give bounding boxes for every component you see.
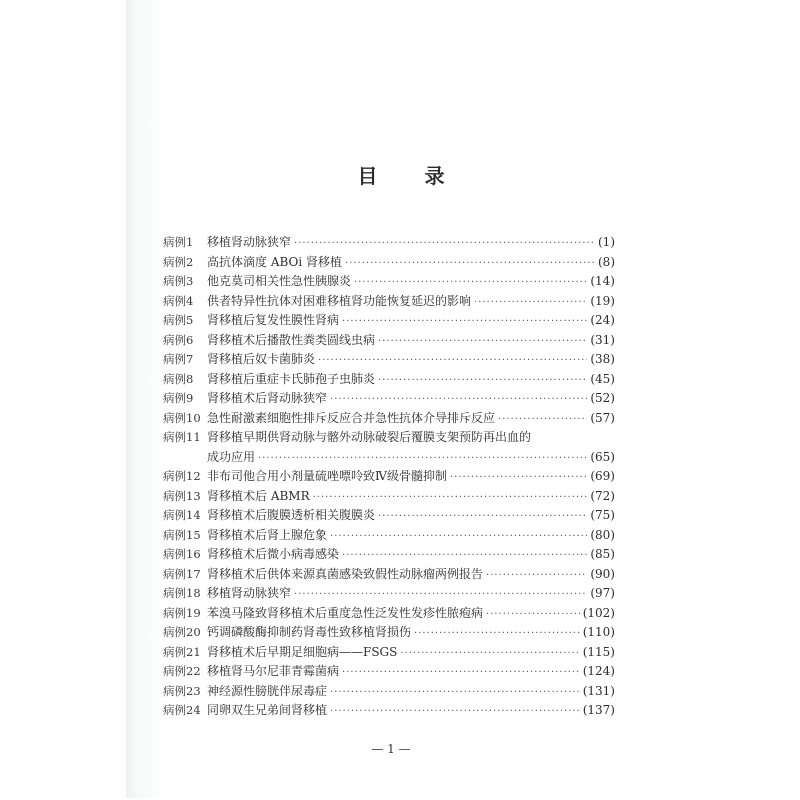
toc-entry[interactable] bbox=[163, 584, 615, 604]
dot-leader bbox=[258, 449, 587, 469]
case-title: 同卵双生兄弟间肾移植 bbox=[207, 703, 328, 717]
toc-entry[interactable] bbox=[163, 682, 615, 702]
page-number: (115) bbox=[582, 644, 615, 659]
page-number: (69) bbox=[590, 469, 615, 483]
case-label: 病例15 bbox=[163, 527, 201, 542]
page-number: (75) bbox=[590, 508, 615, 522]
dot-leader bbox=[342, 312, 587, 332]
toc-entry[interactable] bbox=[163, 604, 615, 624]
page-number: (31) bbox=[590, 332, 615, 347]
dot-leader bbox=[318, 351, 587, 371]
page-number: (1) bbox=[598, 235, 615, 249]
case-label: 病例14 bbox=[163, 508, 201, 522]
toc-entry[interactable] bbox=[163, 272, 615, 292]
page-number: (124) bbox=[582, 664, 615, 678]
dot-leader bbox=[345, 254, 595, 274]
case-label: 病例19 bbox=[163, 605, 201, 620]
dot-leader bbox=[294, 585, 587, 605]
case-title: 肾移植后复发性膜性肾病 bbox=[207, 313, 340, 327]
page-number: (131) bbox=[582, 683, 615, 698]
toc-entry[interactable] bbox=[163, 331, 615, 351]
page-number: (14) bbox=[590, 274, 615, 288]
case-label: 病例1 bbox=[163, 235, 194, 249]
dot-leader bbox=[498, 410, 587, 430]
table-of-contents bbox=[163, 233, 615, 721]
case-label: 病例7 bbox=[163, 352, 194, 366]
dot-leader bbox=[330, 527, 587, 547]
page-title: 目 录 bbox=[357, 164, 465, 188]
case-label: 病例8 bbox=[163, 371, 194, 386]
page-number: (65) bbox=[590, 449, 615, 464]
case-label: 病例9 bbox=[163, 391, 194, 405]
case-label: 病例13 bbox=[163, 488, 201, 503]
dot-leader bbox=[450, 468, 587, 488]
case-title: 肾移植术后供体来源真菌感染致假性动脉瘤两例报告 bbox=[207, 566, 484, 581]
case-label: 病例10 bbox=[163, 410, 201, 425]
case-title: 非布司他合用小剂量硫唑嘌呤致Ⅳ级骨髓抑制 bbox=[207, 469, 447, 483]
toc-entry[interactable] bbox=[163, 350, 615, 370]
case-title: 肾移植早期供肾动脉与髂外动脉破裂后覆膜支架预防再出血的 bbox=[207, 430, 532, 444]
page-number: (19) bbox=[590, 293, 615, 308]
case-title: 急性耐激素细胞性排斥反应合并急性抗体介导排斥反应 bbox=[207, 410, 496, 425]
dot-leader bbox=[378, 371, 587, 391]
case-title: 移植肾动脉狭窄 bbox=[207, 586, 292, 600]
dot-leader bbox=[378, 332, 587, 352]
case-label: 病例2 bbox=[163, 254, 194, 269]
dot-leader bbox=[486, 566, 587, 586]
toc-entry[interactable] bbox=[163, 370, 615, 390]
case-label: 病例21 bbox=[163, 644, 201, 659]
case-label: 病例24 bbox=[163, 703, 201, 717]
toc-entry[interactable] bbox=[163, 545, 615, 565]
dot-leader bbox=[294, 234, 595, 254]
case-label: 病例5 bbox=[163, 313, 194, 327]
dot-leader bbox=[342, 663, 580, 683]
dot-leader bbox=[330, 390, 587, 410]
case-label: 病例12 bbox=[163, 469, 201, 483]
case-title-continuation: 成功应用 bbox=[207, 449, 256, 464]
dot-leader bbox=[354, 273, 587, 293]
toc-entry-continuation[interactable] bbox=[163, 448, 615, 468]
case-title: 肾移植术后肾上腺危象 bbox=[207, 527, 328, 542]
case-title: 肾移植术后微小病毒感染 bbox=[207, 547, 340, 561]
case-label: 病例16 bbox=[163, 547, 201, 561]
page-number: (102) bbox=[582, 605, 615, 620]
case-title: 高抗体滴度 ABOi 肾移植 bbox=[207, 254, 343, 269]
case-title: 肾移植术后肾动脉狭窄 bbox=[207, 391, 328, 405]
case-title: 肾移植后奴卡菌肺炎 bbox=[207, 352, 316, 366]
page-number: (24) bbox=[590, 313, 615, 327]
case-label: 病例3 bbox=[163, 274, 194, 288]
page-footer-number: — 1 — bbox=[371, 742, 411, 756]
case-label: 病例11 bbox=[163, 430, 201, 444]
book-page bbox=[126, 0, 800, 798]
case-label: 病例6 bbox=[163, 332, 194, 347]
page-number: (45) bbox=[590, 371, 615, 386]
page-number: (90) bbox=[590, 566, 615, 581]
case-title: 钙调磷酸酶抑制药肾毒性致移植肾损伤 bbox=[207, 625, 412, 639]
page-number: (110) bbox=[582, 625, 615, 639]
page-number: (8) bbox=[598, 254, 615, 269]
page-number: (72) bbox=[590, 488, 615, 503]
case-title: 肾移植术后播散性粪类圆线虫病 bbox=[207, 332, 376, 347]
dot-leader bbox=[400, 644, 579, 664]
case-title: 肾移植后重症卡氏肺孢子虫肺炎 bbox=[207, 371, 376, 386]
case-label: 病例4 bbox=[163, 293, 194, 308]
toc-entry[interactable] bbox=[163, 292, 615, 312]
toc-entry[interactable] bbox=[163, 643, 615, 663]
page-number: (38) bbox=[590, 352, 615, 366]
toc-entry[interactable] bbox=[163, 428, 615, 448]
toc-entry[interactable] bbox=[163, 233, 615, 253]
dot-leader bbox=[342, 546, 587, 566]
toc-entry[interactable] bbox=[163, 662, 615, 682]
toc-entry[interactable] bbox=[163, 253, 615, 273]
toc-entry[interactable] bbox=[163, 623, 615, 643]
dot-leader bbox=[474, 293, 587, 313]
case-label: 病例20 bbox=[163, 625, 201, 639]
toc-entry[interactable] bbox=[163, 565, 615, 585]
case-label: 病例23 bbox=[163, 683, 201, 698]
page-number: (137) bbox=[582, 703, 615, 717]
case-title: 移植肾动脉狭窄 bbox=[207, 235, 292, 249]
toc-entry[interactable] bbox=[163, 467, 615, 487]
toc-entry[interactable] bbox=[163, 487, 615, 507]
case-title: 肾移植术后 ABMR bbox=[207, 488, 310, 503]
case-title: 苯溴马隆致肾移植术后重度急性泛发性发疹性脓疱病 bbox=[207, 605, 484, 620]
case-label: 病例22 bbox=[163, 664, 201, 678]
page-number: (85) bbox=[590, 547, 615, 561]
page-number: (97) bbox=[590, 586, 615, 600]
dot-leader bbox=[486, 605, 580, 625]
dot-leader bbox=[330, 683, 580, 703]
page-number: (52) bbox=[590, 391, 615, 405]
case-title: 肾移植术后早期足细胞病——FSGS bbox=[207, 644, 398, 659]
toc-entry[interactable] bbox=[163, 389, 615, 409]
case-title: 肾移植术后腹膜透析相关腹膜炎 bbox=[207, 508, 376, 522]
dot-leader bbox=[330, 702, 580, 722]
dot-leader bbox=[313, 488, 588, 508]
toc-entry[interactable] bbox=[163, 526, 615, 546]
case-title: 他克莫司相关性急性胰腺炎 bbox=[207, 274, 352, 288]
toc-entry[interactable] bbox=[163, 311, 615, 331]
toc-entry[interactable] bbox=[163, 701, 615, 721]
case-label: 病例17 bbox=[163, 566, 201, 581]
case-label: 病例18 bbox=[163, 586, 201, 600]
dot-leader bbox=[414, 624, 580, 644]
page-number: (57) bbox=[590, 410, 615, 425]
toc-entry[interactable] bbox=[163, 506, 615, 526]
case-title: 供者特异性抗体对困难移植肾功能恢复延迟的影响 bbox=[207, 293, 472, 308]
case-title: 移植肾马尔尼菲青霉菌病 bbox=[207, 664, 340, 678]
case-title: 神经源性膀胱伴尿毒症 bbox=[207, 683, 328, 698]
page-number: (80) bbox=[590, 527, 615, 542]
toc-entry[interactable] bbox=[163, 409, 615, 429]
dot-leader bbox=[378, 507, 587, 527]
